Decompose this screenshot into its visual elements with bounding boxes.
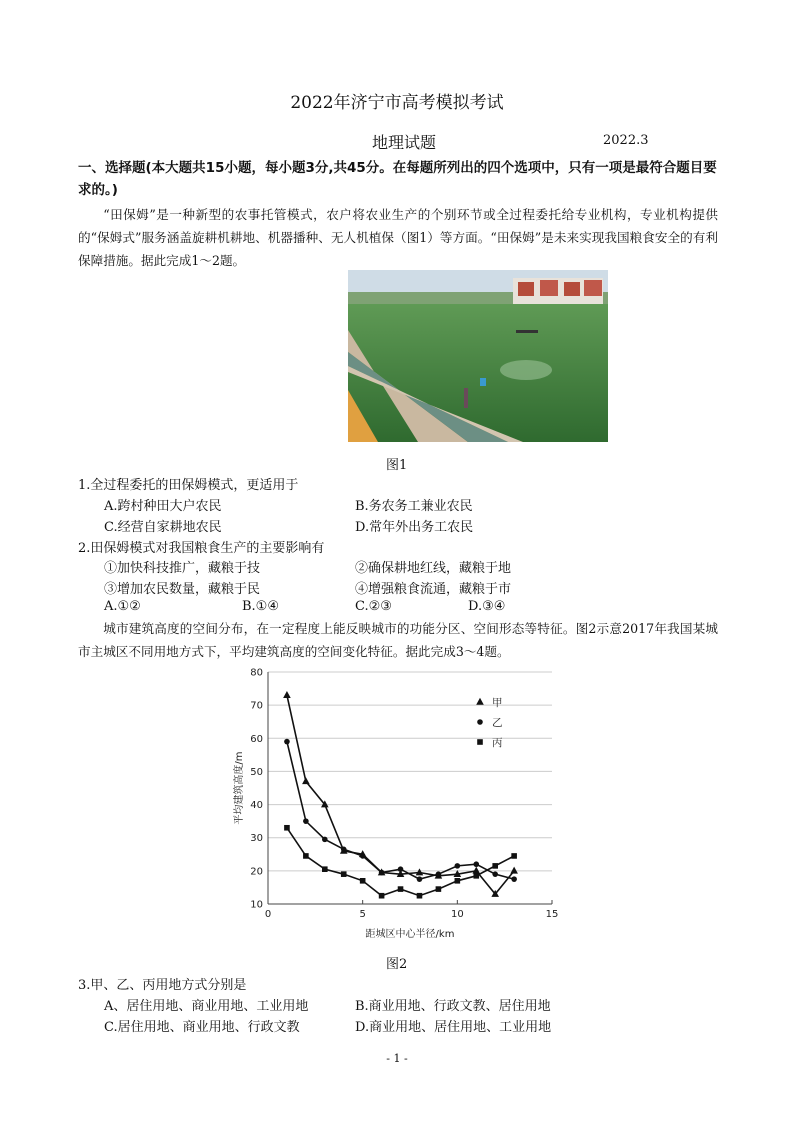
paper-subtitle: 地理试题	[372, 133, 437, 152]
data-point-series-2	[398, 866, 404, 872]
data-point-series-3	[398, 886, 404, 892]
q3-option-b[interactable]: B.商业用地、行政文教、居住用地	[355, 999, 551, 1014]
data-point-series-3	[436, 886, 442, 892]
series-line-1	[287, 695, 514, 894]
data-point-series-2	[379, 870, 385, 876]
figure-1-photo	[348, 270, 608, 442]
data-point-series-2	[417, 876, 423, 882]
figure-2-chart	[232, 664, 572, 953]
x-tick-label: 0	[264, 909, 272, 920]
passage-2: 城市建筑高度的空间分布，在一定程度上能反映城市的功能分区、空间形态等特征。图2示意2017年我国某城市主城区不同用地方式下，平均建筑高度的空间变化特征。据此完成3～4题。	[78, 621, 718, 659]
data-point-series-3	[455, 878, 461, 884]
y-tick-label: 40	[250, 800, 263, 812]
data-point-series-2	[455, 863, 461, 869]
data-point-series-3	[341, 871, 347, 877]
exam-date: 2022.3	[603, 133, 649, 148]
y-tick-label: 10	[250, 899, 263, 911]
data-point-series-1	[510, 867, 518, 874]
x-tick-label: 5	[359, 909, 366, 920]
q2-option-d[interactable]: D.③④	[468, 599, 506, 614]
data-point-series-3	[360, 878, 366, 884]
data-point-series-1	[472, 867, 480, 874]
data-point-series-3	[379, 893, 385, 899]
q2-option-c[interactable]: C.②③	[355, 599, 392, 614]
legend-marker-2	[477, 719, 483, 725]
figure-2-caption: 图2	[386, 957, 408, 972]
data-point-series-1	[283, 691, 291, 698]
figure-1-caption: 图1	[386, 458, 408, 473]
question-2-stem: 2.田保姆模式对我国粮食生产的主要影响有	[78, 541, 325, 556]
data-point-series-3	[473, 873, 479, 879]
y-tick-label: 50	[250, 766, 263, 778]
y-tick-label: 80	[250, 667, 263, 679]
passage-1: “田保姆”是一种新型的农事托管模式，农户将农业生产的个别环节或全过程委托给专业机构，专业机构提供的“保姆式”服务涵盖旋耕机耕地、机器播种、无人机植保（图1）等方面。“田保姆”是未来实现我国粮食安全的有利保障措施。据此完成1～2题。	[78, 207, 718, 268]
data-point-series-3	[303, 853, 309, 859]
q1-option-a[interactable]: A.跨村种田大户农民	[104, 499, 222, 514]
data-point-series-2	[341, 847, 347, 853]
q1-option-c[interactable]: C.经营自家耕地农民	[104, 520, 222, 535]
page-number: - 1 -	[386, 1052, 408, 1065]
x-tick-label: 10	[450, 909, 464, 920]
q3-option-c[interactable]: C.居住用地、商业用地、行政文教	[104, 1020, 300, 1035]
q1-option-d[interactable]: D.常年外出务工农民	[355, 520, 474, 535]
data-point-series-3	[284, 825, 290, 831]
y-tick-label: 70	[250, 700, 263, 712]
y-tick-label: 30	[250, 833, 263, 845]
data-point-series-2	[436, 871, 442, 877]
legend-marker-3	[477, 739, 483, 745]
data-point-series-2	[303, 818, 309, 824]
data-point-series-3	[511, 853, 517, 859]
data-point-series-3	[322, 866, 328, 872]
legend-label-2: 乙	[492, 717, 503, 729]
legend-marker-1	[476, 698, 484, 705]
q2-statement-2: ②确保耕地红线，藏粮于地	[355, 561, 512, 576]
line-chart-svg	[232, 664, 572, 949]
series-line-2	[287, 742, 514, 880]
question-3-stem: 3.甲、乙、丙用地方式分别是	[78, 978, 247, 993]
y-tick-label: 20	[250, 866, 263, 878]
q3-option-a[interactable]: A、居住用地、商业用地、工业用地	[104, 999, 309, 1014]
exam-title: 2022年济宁市高考模拟考试	[290, 93, 504, 113]
x-tick-label: 15	[545, 909, 559, 920]
y-tick-label: 60	[250, 733, 263, 745]
legend-label-1: 甲	[492, 697, 503, 709]
data-point-series-3	[492, 863, 498, 869]
data-point-series-3	[417, 893, 423, 899]
data-point-series-1	[302, 777, 310, 784]
data-point-series-2	[511, 876, 517, 882]
x-axis-label: 距城区中心半径/km	[365, 929, 455, 940]
q2-option-b[interactable]: B.①④	[242, 599, 279, 614]
q1-option-b[interactable]: B.务农务工兼业农民	[355, 499, 473, 514]
data-point-series-2	[284, 739, 290, 745]
data-point-series-2	[473, 861, 479, 867]
data-point-series-2	[360, 853, 366, 859]
data-point-series-2	[492, 871, 498, 877]
q3-option-d[interactable]: D.商业用地、居住用地、工业用地	[355, 1020, 552, 1035]
q2-statement-4: ④增强粮食流通，藏粮于市	[355, 582, 512, 597]
y-axis-label: 平均建筑高度/m	[234, 751, 245, 825]
question-1-stem: 1.全过程委托的田保姆模式，更适用于	[78, 478, 299, 493]
section-heading: 一、选择题(本大题共15小题，每小题3分,共45分。在每题所列出的四个选项中，只有一项是最符合题目要求的。)	[78, 160, 717, 198]
q2-statement-3: ③增加农民数量，藏粮于民	[104, 582, 261, 597]
data-point-series-1	[416, 868, 424, 875]
q2-option-a[interactable]: A.①②	[104, 599, 141, 614]
legend-label-3: 丙	[492, 737, 503, 749]
data-point-series-2	[322, 837, 328, 843]
q2-statement-1: ①加快科技推广，藏粮于技	[104, 561, 261, 576]
